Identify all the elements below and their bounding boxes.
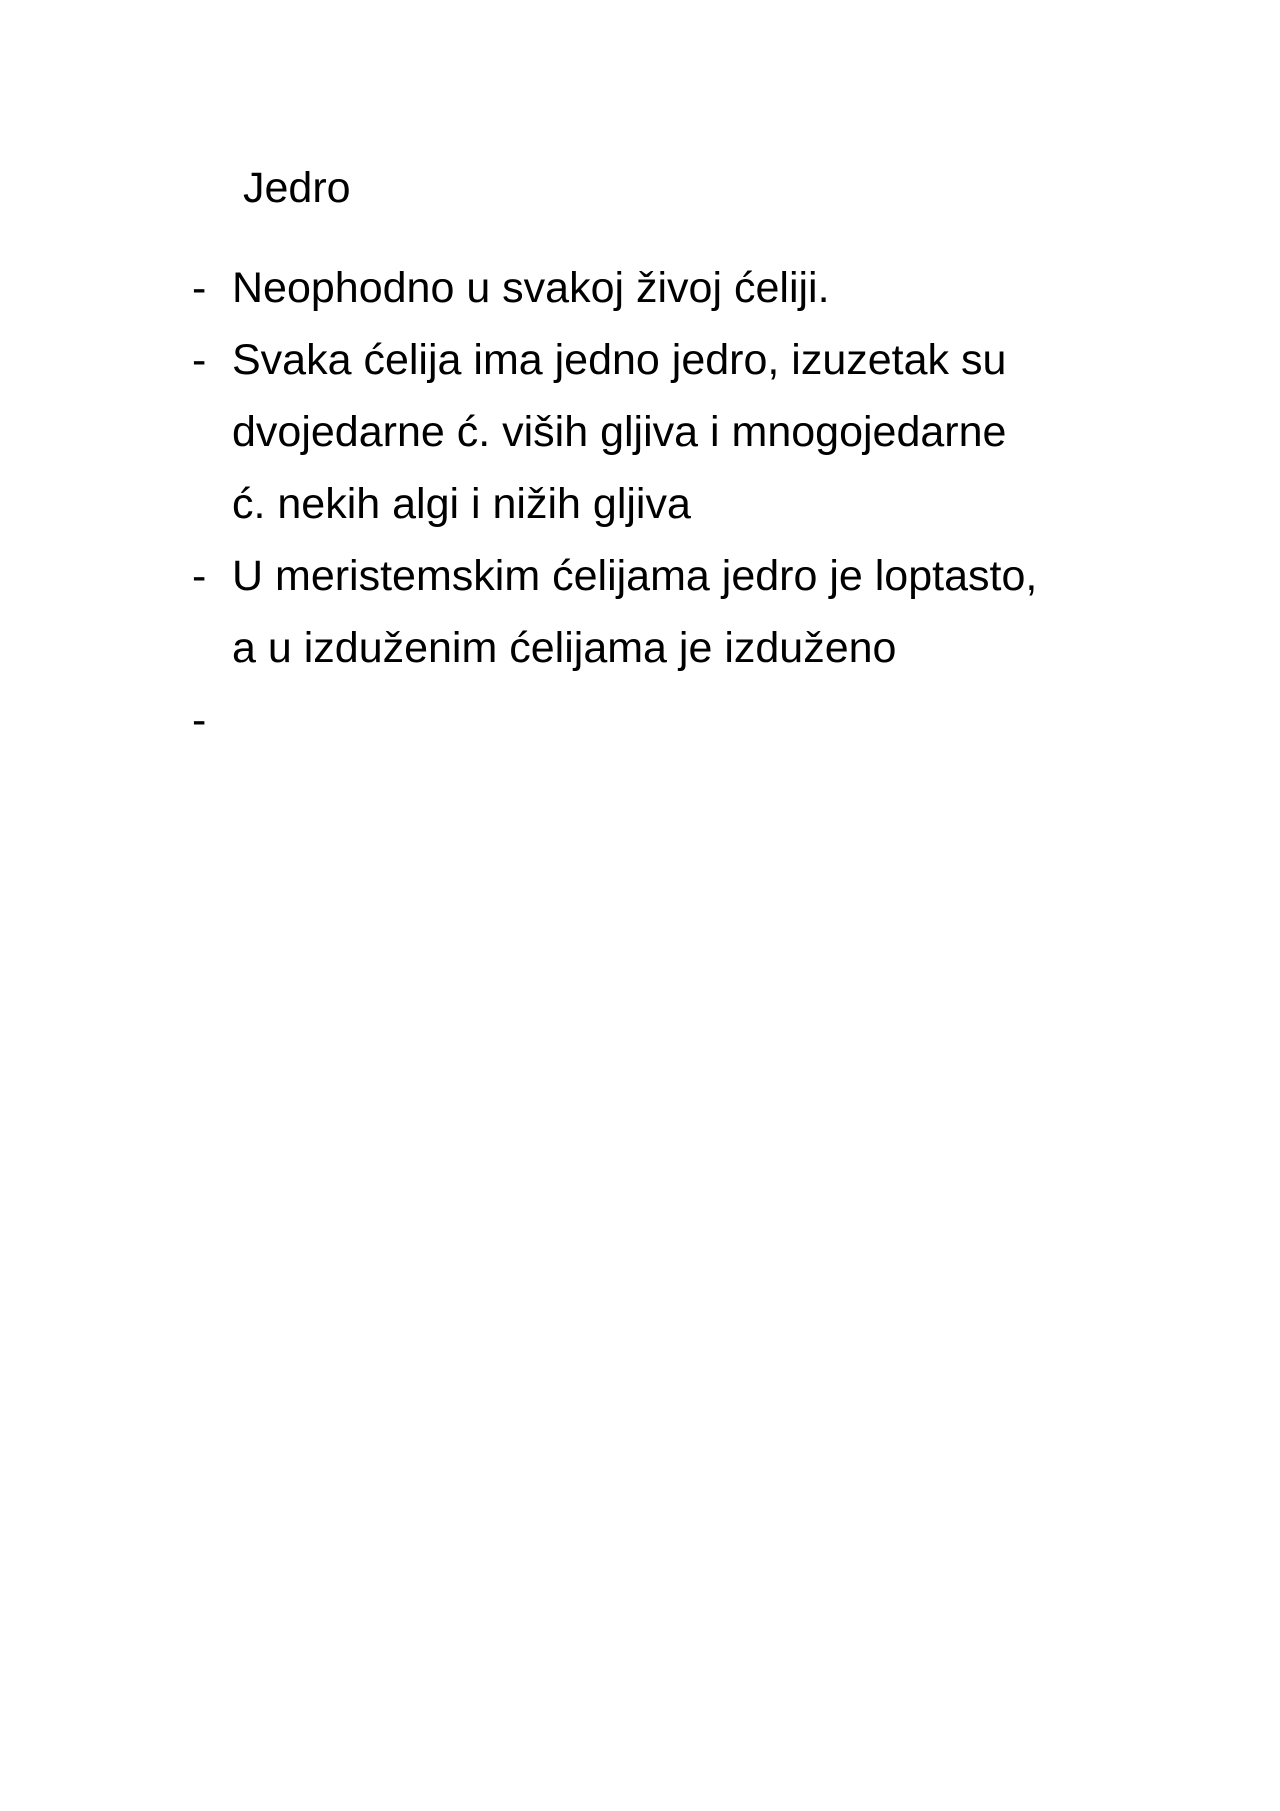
dash-bullet: - xyxy=(192,264,207,312)
text-line: a u izduženim ćelijama je izduženo xyxy=(232,624,897,672)
text-line: dvojedarne ć. viših gljiva i mnogojedarne xyxy=(232,408,1007,456)
text-line: ć. nekih algi i nižih gljiva xyxy=(232,480,691,528)
dash-bullet: - xyxy=(192,336,207,384)
text-line: Svaka ćelija ima jedno jedro, izuzetak su xyxy=(232,336,1007,384)
list-item xyxy=(192,252,1152,324)
text-line: Neophodno u svakoj živoj ćeliji. xyxy=(232,264,830,312)
document-heading: Jedro xyxy=(243,164,351,212)
dash-bullet: - xyxy=(192,552,207,600)
list-item xyxy=(192,540,1152,684)
text-line: U meristemskim ćelijama jedro je loptasto, xyxy=(232,552,1038,600)
list-item-empty xyxy=(192,684,1152,756)
list-item-text xyxy=(232,540,1152,684)
list-item-text xyxy=(232,252,1152,324)
list-item-text xyxy=(232,324,1152,540)
list-item xyxy=(192,324,1152,540)
dash-bullet: - xyxy=(192,696,207,744)
bullet-list xyxy=(192,252,1152,756)
